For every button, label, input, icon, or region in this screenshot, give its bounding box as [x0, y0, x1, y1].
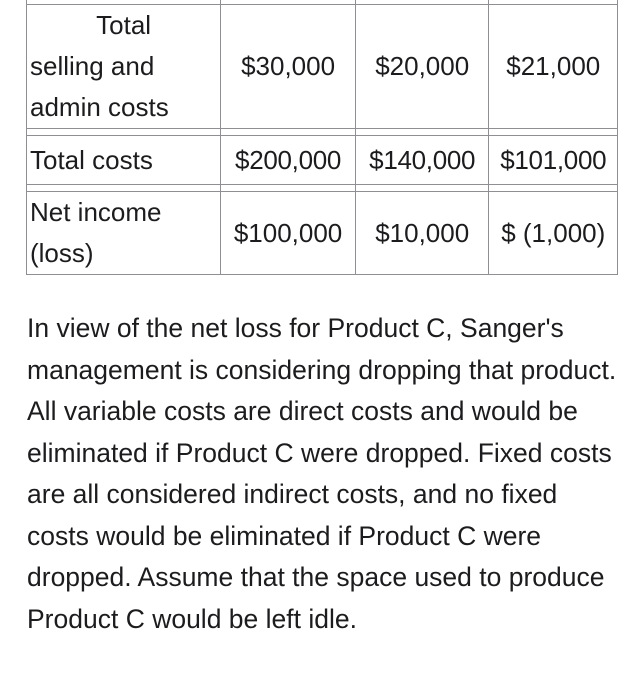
- row-label: [26, 5, 220, 129]
- problem-description-paragraph: In view of the net loss for Product C, Sanger's management is considering dropping that product. All variable costs are direct costs and would be eliminated if Product C were dropped. Fixed costs are all considered indirect costs, and no fixed costs would be eliminated if Product C were dropped. Assume that the space used to produce Product C would be left idle.: [27, 313, 617, 634]
- row-label: [26, 192, 220, 275]
- row-label-line: selling and: [30, 51, 155, 81]
- table-separator-row: [26, 129, 618, 136]
- cell-product-c: $21,000: [488, 5, 618, 129]
- table-row-selling-admin: [26, 5, 618, 129]
- row-label-line: Net income: [30, 197, 162, 227]
- row-label-line: admin costs: [30, 92, 169, 122]
- cell-product-c: $ (1,000): [488, 192, 618, 275]
- cell-product-a: $100,000: [220, 192, 355, 275]
- cell-product-b: $10,000: [355, 192, 489, 275]
- table-row-net-income: [26, 192, 618, 275]
- cell-product-c: $101,000: [488, 136, 618, 185]
- financial-table: [26, 0, 618, 275]
- row-label-line: Total: [96, 10, 152, 40]
- financial-table-container: [26, 0, 618, 275]
- cell-product-b: $20,000: [355, 5, 489, 129]
- cell-product-a: $200,000: [220, 136, 355, 185]
- cell-product-b: $140,000: [355, 136, 489, 185]
- row-label-line: (loss): [30, 238, 94, 268]
- row-label: Total costs: [26, 136, 220, 185]
- cell-product-a: $30,000: [220, 5, 355, 129]
- table-row-total-costs: [26, 136, 618, 185]
- table-separator-row: [26, 185, 618, 192]
